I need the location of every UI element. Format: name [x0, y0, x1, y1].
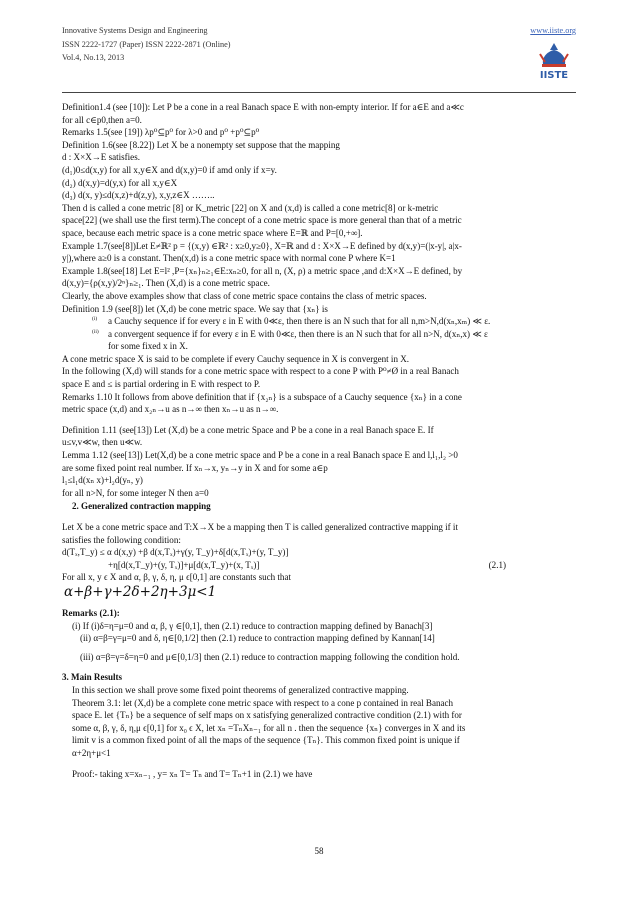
remarks-heading: Remarks (2.1):: [62, 607, 120, 618]
text-line: Definition1.4 (see [10]): Let P be a cone in a real Banach space E with non-empty interior. If for a∈E and a≪c: [62, 102, 464, 112]
text-line: space, because each metric space is a cone metric space where E=ℝ and P=[0,+∞].: [62, 227, 363, 238]
equation-line: +η[d(x,T_y)+(y, Tₓ)]+μ[d(x,T_y)+(x, Tₓ)]: [108, 559, 260, 570]
remark-item: (iii) α=β=γ=δ=η=0 and μ∈[0,1/3] then (2.1) reduce to contraction mapping following the condition hold.: [80, 651, 460, 662]
text-line: Definition 1.11 (see[13]) Let (X,d) be a cone metric Space and P be a cone in a real Banach space E. If: [62, 424, 434, 435]
text-line: Definition 1.9 (see[8]) let (X,d) be cone metric space. We say that {xₙ} is: [62, 303, 328, 314]
list-item: [62, 315, 578, 328]
text-line: Remarks 1.10 It follows from above definition that if {x₂ₙ} is a subspace of a Cauchy sequence {xₙ} in a cone: [62, 391, 462, 402]
remark-item: (ii) α=β=γ=μ=0 and δ, η∈[0,1/2] then (2.1) reduce to contraction mapping defined by Kannan[14]: [80, 633, 435, 644]
text-line: Let X be a cone metric space and T:X→X be a mapping then T is called generalized contractive mapping if it: [62, 522, 458, 532]
text-line: Example 1.8(see[18] Let E=l² ,P={xₙ}ₙ≥₁∈E:xₙ≥0, for all n, (X, ρ) a metric space ,and d:X×X→E defined, by: [62, 265, 463, 276]
text-line: for some fixed x in X.: [108, 341, 188, 352]
equation-line: d(Tₓ,T_y) ≤ α d(x,y) +β d(x,Tₓ)+γ(y, T_y)+δ[d(x,Tₓ)+(y, T_y)]: [62, 547, 289, 558]
text-line: (d₂) d(x,y)=d(y,x) for all x,y∈X: [62, 177, 178, 188]
section-heading: 3. Main Results: [62, 672, 123, 683]
text-line: Remarks 1.5(see [19]) λp⁰⊆p⁰ for λ>0 and p⁰ +p⁰⊆p⁰: [62, 127, 260, 138]
text-line: d(x,y)={ρ(x,y)/2ⁿ}ₙ≥₁. Then (X,d) is a cone metric space.: [62, 278, 270, 289]
text-line: d : X×X→E satisfies.: [62, 152, 140, 163]
list-text: a convergent sequence if for every ε in E with 0≪ε, then there is an N such that for all n>N, d(xₙ,x) ≪ ε: [108, 328, 488, 339]
text-line: for all n>N, for some integer N then a=0: [62, 487, 209, 498]
text-line: In this section we shall prove some fixed point theorems of generalized contractive mapping.: [72, 684, 409, 695]
condition-equation: α+β+γ+2δ+2η+3μ<1: [64, 583, 217, 600]
text-line: Then d is called a cone metric [8] or K_metric [22] on X and (x,d) is called a cone metric[8] or k-metric: [62, 202, 439, 213]
text-line: Lemma 1.12 (see[13]) Let(X,d) be a cone metric space and P be a cone in a real Banach space E and l,l₁,l₂ >0: [62, 450, 458, 461]
text-line: satisfies the following condition:: [62, 534, 181, 545]
theorem-line: α+2η+μ<1: [72, 747, 111, 758]
equation-row: [62, 559, 578, 572]
header-divider: [62, 92, 576, 93]
list-text: a Cauchy sequence if for every ε in E with 0≪ε, then there is an N such that for all n,m>N,d(xₙ,xₘ) ≪ ε.: [108, 316, 491, 327]
proof-line: Proof:- taking x=xₙ₋₁ , y= xₙ T= Tₙ and T= Tₙ+1 in (2.1) we have: [72, 768, 313, 779]
section-heading: 2. Generalized contraction mapping: [72, 501, 211, 512]
text-line: l₁≤l₁d(xₙ x)+l₂d(yₙ, y): [62, 475, 143, 486]
text-line: y|),where a≥0 is a constant. Then(x,d) is a cone metric space with normal cone P where K=1: [62, 253, 396, 264]
text-line: metric space (x,d) and x₂ₙ→u as n→∞ then xₙ→u as n→∞.: [62, 404, 279, 415]
theorem-line: space E. let {Tₙ} be a sequence of self maps on x satisfying generalized contractive condition (2.1) with for: [72, 710, 462, 721]
journal-volume: Vol.4, No.13, 2013: [62, 53, 125, 62]
logo-text: IISTE: [539, 70, 569, 81]
list-marker: (i): [92, 316, 98, 323]
text-line: (d₁)0≤d(x,y) for all x,y∈X and d(x,y)=0 if amd only if x=y.: [62, 164, 277, 175]
journal-issn: ISSN 2222-1727 (Paper) ISSN 2222-2871 (Online): [62, 39, 231, 49]
text-line: are some fixed point real number. If xₙ→x, yₙ→y in X and for some a∈p: [62, 462, 328, 473]
theorem-line: some α, β, γ, δ, η,μ ϵ[0,1] for x₀ ϵ X, let xₙ =TₙXₙ₋₁ for all n . then the sequence {xₙ} converges in X and its: [72, 722, 466, 733]
journal-url-link[interactable]: www.iiste.org: [530, 26, 576, 35]
text-line: Example 1.7(see[8])Let E≠ℝ² p = {(x,y) ∈ℝ² : x≥0,y≥0}, X=ℝ and d : X×X→E defined by d(x,y)=(|x-y|, a|x-: [62, 240, 462, 251]
remark-item: (i) If (i)δ=η=μ=0 and α, β, γ ∈[0,1], then (2.1) reduce to contraction mapping defined by Banach[3]: [72, 620, 433, 631]
page-number: 58: [314, 846, 324, 856]
text-line: for all c∈p0,then a=0.: [62, 114, 142, 125]
text-line: (d₃) d(x, y)≤d(x,z)+d(z,y), x,y,z∈X ……..: [62, 190, 215, 201]
text-line: For all x, y ϵ X and α, β, γ, δ, η, μ ϵ[0,1] are constants such that: [62, 572, 291, 583]
theorem-line: limit v is a common fixed point of all the maps of the sequence {Tₙ}. This common fixed point is unique if: [72, 735, 460, 746]
paper-body: [62, 101, 578, 780]
theorem-line: Theorem 3.1: let (X,d) be a complete cone metric space with respect to a cone p contained in real Banach: [72, 697, 454, 708]
equation-number: (2.1): [488, 559, 506, 570]
text-line: A cone metric space X is said to be complete if every Cauchy sequence in X is convergent in X.: [62, 353, 410, 364]
text-line: u≤v,v≪w, then u≪w.: [62, 437, 143, 448]
text-line: space E and ≤ is partial ordering in E with respect to P.: [62, 379, 261, 390]
list-item: [62, 328, 578, 341]
list-marker: (ii): [92, 328, 99, 335]
iiste-logo-icon: [534, 40, 574, 82]
text-line: Definition 1.6(see [8.22]) Let X be a nonempty set suppose that the mapping: [62, 139, 340, 150]
journal-title: Innovative Systems Design and Engineering: [62, 26, 208, 35]
journal-header: [62, 24, 576, 94]
text-line: Clearly, the above examples show that class of cone metric space contains the class of metric spaces.: [62, 290, 427, 301]
text-line: space[22] (we shall use the first term).The concept of a cone metric space is more general than that of a metric: [62, 215, 462, 226]
text-line: In the following (X,d) will stands for a cone metric space with respect to a cone P with P⁰≠Ø in a real Banach: [62, 366, 459, 377]
